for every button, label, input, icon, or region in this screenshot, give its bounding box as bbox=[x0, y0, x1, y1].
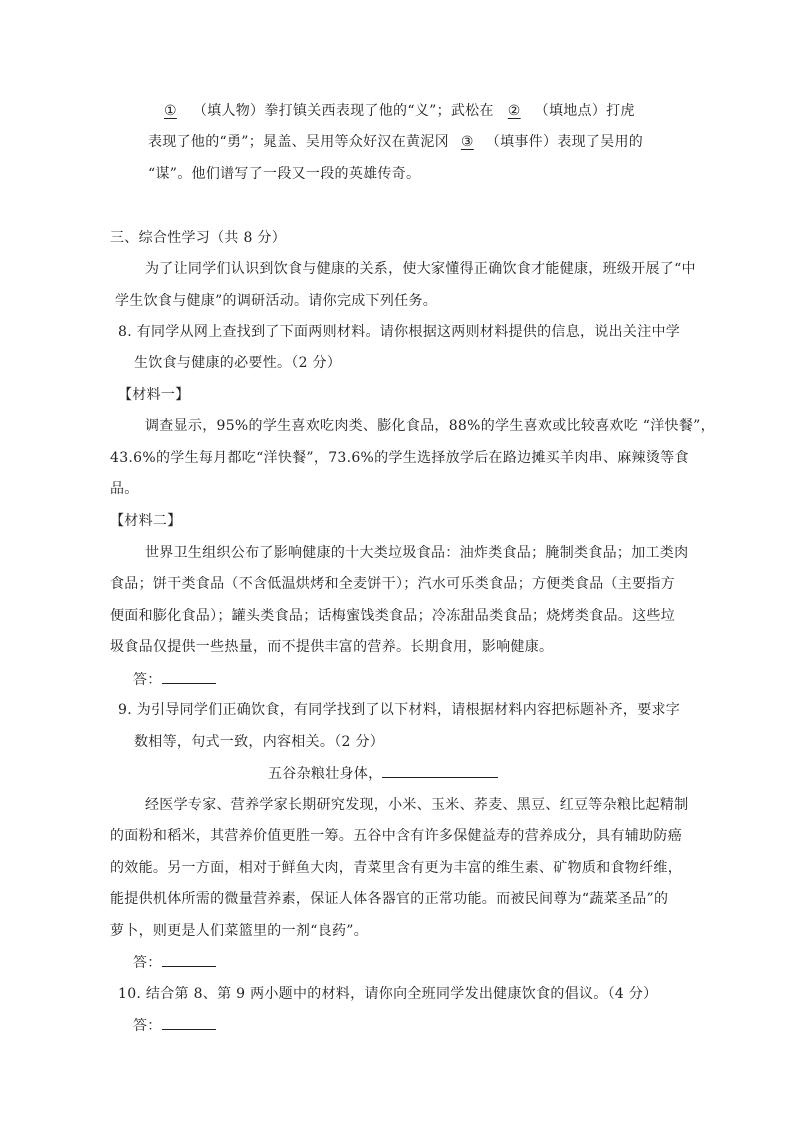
q8-answer: 答： bbox=[133, 669, 216, 690]
material-1-line-1: 调查显示，95%的学生喜欢吃肉类、膨化食品，88%的学生喜欢或比较喜欢吃 “洋快餐”， bbox=[145, 418, 715, 434]
q9-title-blank[interactable] bbox=[382, 763, 498, 778]
material-2-line-2: 食品；饼干类食品（不含低温烘烤和全麦饼干）；汽水可乐类食品；方便类食品（主要指方 bbox=[110, 576, 675, 592]
q10-answer: 答： bbox=[133, 1015, 216, 1036]
q9-passage-line-2: 的面粉和稻米，其营养价值更胜一筹。五谷中含有许多保健益寿的营养成分，具有辅助防癌 bbox=[110, 828, 682, 844]
q8-answer-line[interactable] bbox=[162, 669, 216, 684]
material-2-line-1: 世界卫生组织公布了影响健康的十大类垃圾食品：油炸类食品；腌制类食品；加工类肉 bbox=[145, 545, 689, 561]
q8-line-1: 8. 有同学从网上查找到了下面两则材料。请你根据这两则材料提供的信息，说出关注中学 bbox=[118, 324, 681, 340]
intro-line-1: 为了让同学们认识到饮食与健康的关系，使大家懂得正确饮食才能健康，班级开展了“中 bbox=[145, 261, 696, 277]
fill-in-line-1: ① （填人物）拳打镇关西表现了他的“义”；武松在 ② （填地点）打虎 bbox=[148, 101, 635, 121]
q10-answer-line[interactable] bbox=[162, 1015, 216, 1030]
material-2-line-4: 圾食品仅提供一些热量，而不提供丰富的营养。长期食用，影响健康。 bbox=[110, 639, 554, 655]
q9-passage-line-3: 的效能。另一方面，相对于鲜鱼大肉，青菜里含有更为丰富的维生素、矿物质和食物纤维， bbox=[110, 860, 682, 876]
q9-title: 五谷杂粮壮身体， bbox=[268, 763, 498, 784]
q9-line-2: 数相等，句式一致，内容相关。（2 分） bbox=[134, 734, 385, 750]
q8-line-2: 生饮食与健康的必要性。（2 分） bbox=[134, 355, 342, 371]
q9-line-1: 9. 为引导同学们正确饮食，有同学找到了以下材料，请根据材料内容把标题补齐，要求字 bbox=[118, 702, 681, 718]
intro-line-2: 学生饮食与健康”的调研活动。请你完成下列任务。 bbox=[115, 293, 438, 309]
section-heading: 三、综合性学习（共 8 分） bbox=[110, 230, 287, 246]
fill-in-line-3: “谋”。他们谱写了一段又一段的英雄传奇。 bbox=[148, 166, 421, 182]
q9-passage-line-4: 能提供机体所需的微量营养素，保证人体各器官的正常功能。而被民间尊为“蔬菜圣品”的 bbox=[110, 891, 669, 907]
blank-2[interactable]: ② bbox=[507, 103, 521, 119]
q9-passage-line-5: 萝卜，则更是人们菜篮里的一剂“良药”。 bbox=[110, 923, 369, 939]
material-2-label: 【材料二】 bbox=[110, 513, 182, 529]
q9-answer: 答： bbox=[133, 952, 216, 973]
material-1-label: 【材料一】 bbox=[118, 387, 190, 403]
material-1-line-2: 43.6%的学生每月都吃“洋快餐”，73.6%的学生选择放学后在路边摊买羊肉串、麻辣烫等食 bbox=[110, 450, 689, 466]
blank-3[interactable]: ③ bbox=[460, 134, 474, 150]
fill-in-line-2: 表现了他的“勇”；晁盖、吴用等众好汉在黄泥冈 ③ （填事件）表现了吴用的 bbox=[148, 134, 644, 150]
q10-line-1: 10. 结合第 8、第 9 两小题中的材料，请你向全班同学发出健康饮食的倡议。（4 分） bbox=[118, 986, 658, 1002]
material-2-line-3: 便面和膨化食品）；罐头类食品；话梅蜜饯类食品；冷冻甜品类食品；烧烤类食品。这些垃 bbox=[110, 608, 675, 624]
material-1-line-3: 品。 bbox=[110, 481, 139, 497]
q9-passage-line-1: 经医学专家、营养学家长期研究发现，小米、玉米、荞麦、黑豆、红豆等杂粮比起精制 bbox=[145, 797, 689, 813]
blank-1[interactable]: ① bbox=[164, 103, 177, 119]
q9-answer-line[interactable] bbox=[162, 952, 216, 967]
